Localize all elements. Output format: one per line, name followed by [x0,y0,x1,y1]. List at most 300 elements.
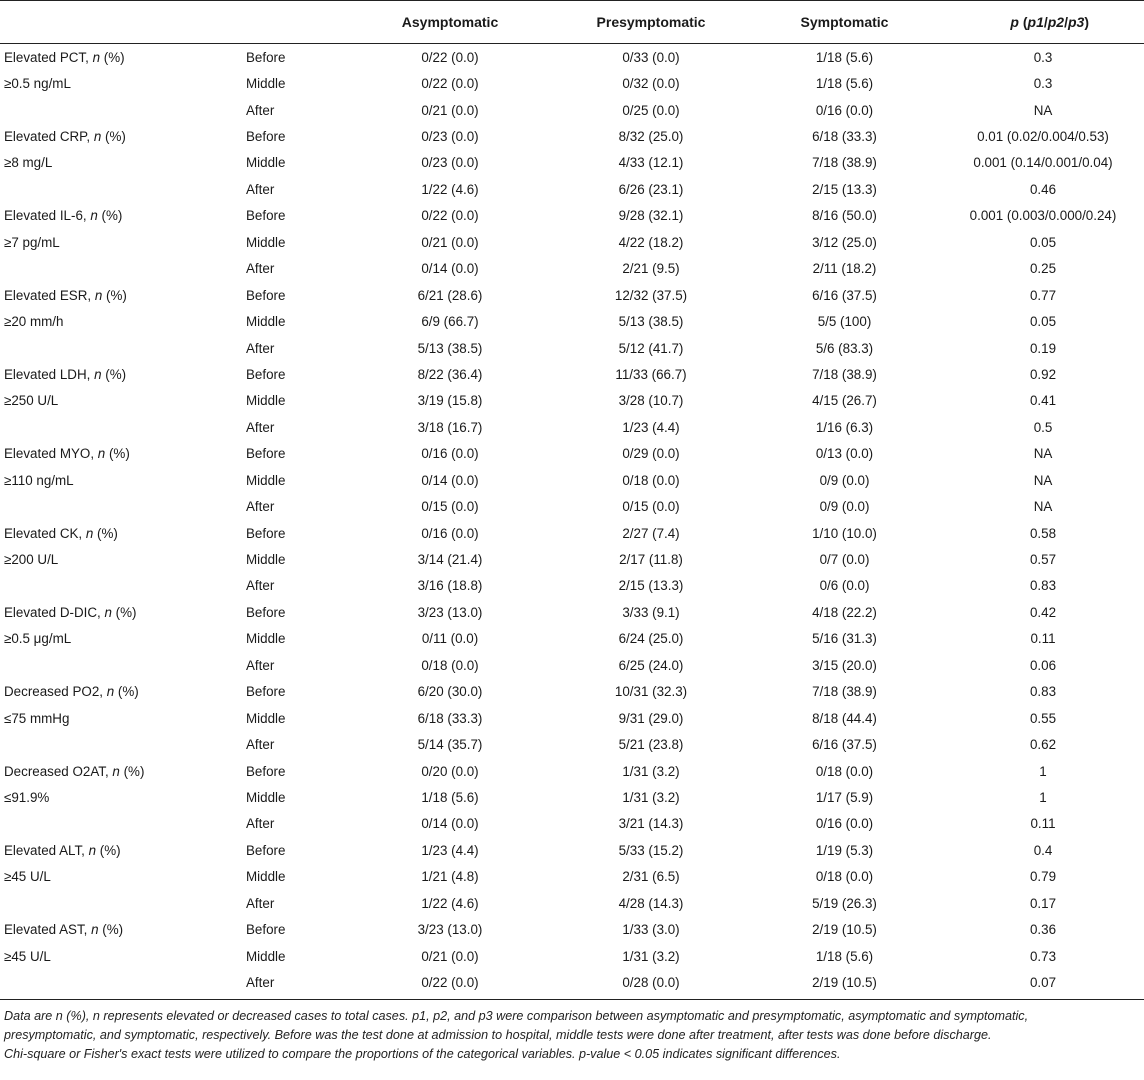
variable-threshold: ≥200 U/L [4,552,59,568]
variable-label [0,123,240,149]
variable-label-n: n [106,684,115,700]
timepoint-cell: Middle [246,631,286,647]
empty-cell [0,97,240,123]
table-row [0,943,1144,969]
timepoint-cell: After [246,816,275,832]
p-value-cell: 0.4 [1033,842,1053,858]
presymptomatic-cell: 9/31 (29.0) [618,710,684,726]
p-value-cell: 0.17 [1029,895,1057,911]
symptomatic-cell: 5/19 (26.3) [812,895,877,911]
header-p-close: ) [1084,14,1089,30]
asymptomatic-cell: 0/22 (0.0) [421,208,479,224]
asymptomatic-cell: 1/22 (4.6) [421,895,479,911]
presymptomatic-cell: 5/21 (23.8) [618,737,684,753]
asymptomatic-cell: 6/9 (66.7) [421,314,479,330]
symptomatic-cell: 1/19 (5.3) [815,842,874,858]
p-value-cell: 0.19 [1029,340,1057,356]
symptomatic-cell: 7/18 (38.9) [812,155,877,171]
table-row [0,123,1144,149]
variable-label-n: n [91,922,99,938]
variable-label-text: Elevated CRP, [4,129,94,145]
variable-threshold: ≥0.5 ng/mL [4,76,71,92]
symptomatic-cell: 0/7 (0.0) [819,552,870,568]
variable-label-n: n [97,446,106,462]
symptomatic-cell: 0/18 (0.0) [815,869,874,885]
empty-cell [0,414,240,440]
variable-label-n: n [94,287,103,303]
p-value-cell: NA [1033,446,1053,462]
header-p3: p3 [1067,14,1085,30]
symptomatic-cell: 4/15 (26.7) [812,393,877,409]
presymptomatic-cell: 4/28 (14.3) [618,895,684,911]
table-row [0,441,1144,467]
empty-cell [0,335,240,361]
timepoint-cell: After [246,181,275,197]
timepoint-cell: Middle [246,234,286,250]
variable-label [0,282,240,308]
empty-cell [0,969,240,999]
asymptomatic-cell: 1/23 (4.4) [421,842,479,858]
timepoint-cell: Before [246,129,286,145]
timepoint-cell: Middle [246,155,286,171]
p-value-cell: 0.57 [1029,552,1057,568]
variable-threshold: ≥45 U/L [4,948,51,964]
presymptomatic-cell: 6/25 (24.0) [618,657,684,673]
p-value-cell: NA [1033,102,1053,118]
footnote-line: Chi-square or Fisher's exact tests were utilized to compare the proportions of the categorical variables. p-value < 0.05 indicates significant differences. [4,1046,841,1061]
presymptomatic-cell: 1/31 (3.2) [622,789,680,805]
presymptomatic-cell: 2/27 (7.4) [622,525,680,541]
p-value-cell: 1 [1039,789,1047,805]
header-variable [0,1,240,44]
asymptomatic-cell: 6/20 (30.0) [417,684,483,700]
variable-label-n: n [92,49,101,65]
table-row [0,573,1144,599]
presymptomatic-cell: 1/31 (3.2) [622,948,680,964]
timepoint-cell: Middle [246,76,286,92]
presymptomatic-cell: 8/32 (25.0) [618,129,684,145]
asymptomatic-cell: 6/18 (33.3) [417,710,483,726]
timepoint-cell: After [246,419,275,435]
variable-label-pct: (%) [96,842,121,858]
variable-label [0,203,240,229]
timepoint-cell: Middle [246,552,286,568]
table-row [0,97,1144,123]
variable-threshold: ≥45 U/L [4,869,51,885]
asymptomatic-cell: 3/18 (16.7) [417,419,483,435]
empty-cell [0,256,240,282]
asymptomatic-cell: 8/22 (36.4) [417,366,483,382]
table-row [0,70,1144,96]
variable-label-text: Elevated ALT, [4,842,89,858]
variable-label-pct: (%) [101,129,126,145]
variable-label-n: n [112,763,120,779]
asymptomatic-cell: 5/13 (38.5) [417,340,483,356]
variable-label-text: Elevated MYO, [4,446,98,462]
timepoint-cell: After [246,102,275,118]
table-row [0,493,1144,519]
header-timepoint [240,1,345,44]
symptomatic-cell: 5/5 (100) [817,314,872,330]
symptomatic-cell: 1/18 (5.6) [815,49,874,65]
asymptomatic-cell: 1/21 (4.8) [421,869,479,885]
timepoint-cell: After [246,578,275,594]
variable-label-pct: (%) [114,684,139,700]
variable-threshold: ≥110 ng/mL [4,472,74,488]
presymptomatic-cell: 0/29 (0.0) [622,446,680,462]
variable-label [0,916,240,942]
presymptomatic-cell: 0/33 (0.0) [622,49,680,65]
presymptomatic-cell: 10/31 (32.3) [614,684,688,700]
variable-label-pct: (%) [93,525,118,541]
variable-label [0,44,240,71]
asymptomatic-cell: 3/23 (13.0) [417,922,483,938]
symptomatic-cell: 2/11 (18.2) [812,261,877,277]
variable-threshold: ≥0.5 μg/mL [4,631,72,647]
asymptomatic-cell: 1/22 (4.6) [421,181,479,197]
symptomatic-cell: 6/18 (33.3) [812,129,877,145]
variable-label [0,679,240,705]
variable-threshold: ≥20 mm/h [4,314,64,330]
symptomatic-cell: 6/16 (37.5) [812,737,877,753]
symptomatic-cell: 3/15 (20.0) [812,657,877,673]
asymptomatic-cell: 0/21 (0.0) [421,234,479,250]
header-p2: p2 [1047,14,1065,30]
variable-label-pct: (%) [97,208,123,224]
p-value-cell: 0.55 [1029,710,1057,726]
p-value-cell: 0.79 [1029,869,1057,885]
asymptomatic-cell: 0/16 (0.0) [421,525,479,541]
variable-threshold: ≥7 pg/mL [4,234,60,250]
timepoint-cell: Before [246,49,286,65]
header-p-sep1: / [1043,14,1048,30]
presymptomatic-cell: 6/24 (25.0) [618,631,684,647]
variable-label-n: n [104,604,112,620]
empty-cell [0,731,240,757]
variable-threshold: ≥250 U/L [4,393,59,409]
variable-label-text: Decreased PO2, [4,684,107,700]
asymptomatic-cell: 1/18 (5.6) [421,789,479,805]
timepoint-cell: Before [246,366,286,382]
variable-label-pct: (%) [98,922,124,938]
p-value-cell: 0.58 [1029,525,1057,541]
table-row [0,282,1144,308]
asymptomatic-cell: 0/15 (0.0) [421,499,479,515]
table-row [0,229,1144,255]
asymptomatic-cell: 0/22 (0.0) [345,969,555,999]
asymptomatic-cell: 0/23 (0.0) [421,129,479,145]
p-value-cell: 0.62 [1029,737,1057,753]
variable-label [0,441,240,467]
presymptomatic-cell: 3/33 (9.1) [622,604,680,620]
p-value-cell: 0.001 (0.14/0.001/0.04) [973,155,1113,171]
timepoint-cell: After [240,969,345,999]
table-row [0,811,1144,837]
header-p: p [1010,14,1019,30]
p-value-cell: 0.36 [1029,922,1057,938]
presymptomatic-cell: 0/32 (0.0) [622,76,680,92]
presymptomatic-cell: 2/17 (11.8) [619,552,683,568]
header-row [0,1,1144,44]
symptomatic-cell: 3/12 (25.0) [812,234,877,250]
timepoint-cell: After [246,499,275,515]
timepoint-cell: Before [246,604,286,620]
variable-label-n: n [85,525,94,541]
variable-label-n: n [88,842,97,858]
asymptomatic-cell: 0/22 (0.0) [421,49,479,65]
variable-label-text: Elevated ESR, [4,287,95,303]
table-row [0,335,1144,361]
p-value-cell: 0.77 [1029,287,1057,303]
p-value-cell: NA [1033,472,1053,488]
symptomatic-cell: 8/18 (44.4) [812,710,877,726]
p-value-cell: 0.5 [1033,419,1053,435]
p-value-cell: 0.25 [1029,261,1057,277]
variable-label-pct: (%) [100,49,125,65]
timepoint-cell: Middle [246,789,286,805]
empty-cell [0,890,240,916]
p-value-cell: 0.05 [1029,314,1057,330]
variable-label-pct: (%) [101,366,127,382]
timepoint-cell: Before [246,842,286,858]
timepoint-cell: Before [246,446,286,462]
presymptomatic-cell: 11/33 (66.7) [615,366,687,382]
table-row [0,599,1144,625]
empty-cell [0,493,240,519]
p-value-cell: 0.46 [1029,181,1057,197]
timepoint-cell: After [246,340,275,356]
symptomatic-cell: 7/18 (38.9) [812,684,877,700]
timepoint-cell: Before [246,525,286,541]
footnote-line: presymptomatic, and symptomatic, respectively. Before was the test done at admission to hospital, middle tests were done after treatment, after tests was done before discharge. [4,1027,992,1042]
symptomatic-cell: 0/18 (0.0) [815,763,874,779]
presymptomatic-cell: 0/28 (0.0) [555,969,747,999]
variable-threshold: ≤91.9% [4,789,50,805]
symptomatic-cell: 5/16 (31.3) [812,631,877,647]
table-row [0,44,1144,71]
variable-label [0,837,240,863]
asymptomatic-cell: 0/23 (0.0) [421,155,479,171]
variable-label-pct: (%) [102,287,127,303]
variable-label [0,599,240,625]
table-row [0,256,1144,282]
variable-threshold: ≤75 mmHg [4,710,70,726]
table-row [0,864,1144,890]
table-row [0,203,1144,229]
asymptomatic-cell: 0/21 (0.0) [421,948,479,964]
variable-label-text: Elevated CK, [4,525,86,541]
presymptomatic-cell: 3/21 (14.3) [618,816,684,832]
asymptomatic-cell: 0/21 (0.0) [421,102,479,118]
asymptomatic-cell: 3/14 (21.4) [417,552,483,568]
presymptomatic-cell: 2/31 (6.5) [622,869,680,885]
table-row [0,731,1144,757]
header-p-open: ( [1018,14,1028,30]
asymptomatic-cell: 0/20 (0.0) [421,763,479,779]
symptomatic-cell: 6/16 (37.5) [812,287,877,303]
asymptomatic-cell: 0/11 (0.0) [421,631,479,647]
asymptomatic-cell: 6/21 (28.6) [417,287,483,303]
timepoint-cell: Before [246,208,286,224]
table-row [0,150,1144,176]
table-body [0,44,1144,1000]
timepoint-cell: After [246,261,275,277]
table-row [0,652,1144,678]
variable-label [0,758,240,784]
variable-label-pct: (%) [119,763,145,779]
variable-label-n: n [94,366,102,382]
p-value-cell: 0.83 [1029,578,1057,594]
presymptomatic-cell: 1/31 (3.2) [622,763,680,779]
asymptomatic-cell: 0/14 (0.0) [421,261,479,277]
asymptomatic-cell: 3/19 (15.8) [417,393,483,409]
table-row [0,308,1144,334]
p-value-cell: 0.73 [1029,948,1057,964]
header-p1: p1 [1027,14,1044,30]
symptomatic-cell: 1/18 (5.6) [815,76,874,92]
timepoint-cell: Middle [246,472,286,488]
table-row [0,705,1144,731]
symptomatic-cell: 8/16 (50.0) [812,208,877,224]
timepoint-cell: Middle [246,869,286,885]
timepoint-cell: Middle [246,710,286,726]
symptomatic-cell: 7/18 (38.9) [812,366,877,382]
timepoint-cell: Middle [246,393,286,409]
table-row [0,414,1144,440]
table-row [0,176,1144,202]
table-row [0,758,1144,784]
p-value-cell: 0.07 [942,969,1144,999]
p-value-cell: 1 [1039,763,1047,779]
table-row [0,837,1144,863]
variable-label-n: n [90,208,98,224]
symptomatic-cell: 0/9 (0.0) [819,472,870,488]
symptomatic-cell: 5/6 (83.3) [815,340,874,356]
header-p-sep2: / [1064,14,1068,30]
variable-label-text: Elevated LDH, [4,366,95,382]
presymptomatic-cell: 3/28 (10.7) [618,393,684,409]
p-value-cell: 0.06 [1029,657,1057,673]
symptomatic-cell: 0/9 (0.0) [819,499,870,515]
asymptomatic-cell: 3/23 (13.0) [417,604,483,620]
header-symptomatic: Symptomatic [747,1,942,44]
asymptomatic-cell: 3/16 (18.8) [417,578,483,594]
timepoint-cell: Middle [246,948,286,964]
presymptomatic-cell: 5/13 (38.5) [618,314,684,330]
table-row [0,969,1144,999]
p-value-cell: 0.11 [1030,631,1056,647]
timepoint-cell: Before [246,287,286,303]
p-value-cell: 0.41 [1029,393,1057,409]
presymptomatic-cell: 2/21 (9.5) [622,261,680,277]
variable-threshold: ≥8 mg/L [4,155,53,171]
presymptomatic-cell: 2/15 (13.3) [618,578,684,594]
variable-label [0,520,240,546]
table-row [0,467,1144,493]
symptomatic-cell: 4/18 (22.2) [812,604,877,620]
table-row [0,626,1144,652]
header-presymptomatic: Presymptomatic [555,1,747,44]
presymptomatic-cell: 9/28 (32.1) [618,208,684,224]
presymptomatic-cell: 1/23 (4.4) [622,419,680,435]
symptomatic-cell: 2/15 (13.3) [812,181,877,197]
symptomatic-cell: 1/17 (5.9) [815,789,874,805]
symptomatic-cell: 0/16 (0.0) [815,102,874,118]
presymptomatic-cell: 1/33 (3.0) [622,922,680,938]
empty-cell [0,652,240,678]
presymptomatic-cell: 4/33 (12.1) [618,155,684,171]
asymptomatic-cell: 0/14 (0.0) [421,472,479,488]
presymptomatic-cell: 5/12 (41.7) [618,340,684,356]
table-row [0,388,1144,414]
asymptomatic-cell: 0/22 (0.0) [421,76,479,92]
p-value-cell: NA [1033,499,1053,515]
variable-label [0,361,240,387]
p-value-cell: 0.001 (0.003/0.000/0.24) [969,208,1117,224]
header-p-value [942,1,1144,44]
header-asymptomatic: Asymptomatic [345,1,555,44]
p-value-cell: 0.42 [1029,604,1057,620]
timepoint-cell: After [246,895,275,911]
variable-label-pct: (%) [105,446,130,462]
timepoint-cell: Before [246,763,286,779]
presymptomatic-cell: 0/25 (0.0) [622,102,680,118]
p-value-cell: 0.3 [1033,76,1053,92]
symptomatic-cell: 1/10 (10.0) [812,525,877,541]
table-row [0,520,1144,546]
table-row [0,784,1144,810]
symptomatic-cell: 1/16 (6.3) [815,419,874,435]
presymptomatic-cell: 4/22 (18.2) [618,234,684,250]
variable-label-text: Elevated D-DIC, [4,604,105,620]
presymptomatic-cell: 6/26 (23.1) [618,181,684,197]
table-row [0,679,1144,705]
empty-cell [0,573,240,599]
variable-label-text: Decreased O2AT, [4,763,113,779]
empty-cell [0,176,240,202]
presymptomatic-cell: 5/33 (15.2) [618,842,684,858]
table-row [0,546,1144,572]
asymptomatic-cell: 0/18 (0.0) [421,657,479,673]
symptomatic-cell: 0/6 (0.0) [819,578,870,594]
symptomatic-cell: 2/19 (10.5) [812,922,877,938]
table-row [0,890,1144,916]
symptomatic-cell: 1/18 (5.6) [815,948,874,964]
variable-label-text: Elevated IL-6, [4,208,91,224]
table-footnote [4,1007,1140,1064]
table-header [0,1,1144,44]
timepoint-cell: Before [246,684,286,700]
asymptomatic-cell: 5/14 (35.7) [417,737,483,753]
timepoint-cell: After [246,737,275,753]
timepoint-cell: Before [246,922,286,938]
presymptomatic-cell: 12/32 (37.5) [614,287,688,303]
timepoint-cell: Middle [246,314,286,330]
variable-label-text: Elevated PCT, [4,49,93,65]
p-value-cell: 0.3 [1033,49,1053,65]
variable-label-n: n [93,129,102,145]
symptomatic-cell: 2/19 (10.5) [747,969,942,999]
table-row [0,916,1144,942]
p-value-cell: 0.92 [1029,366,1057,382]
asymptomatic-cell: 0/16 (0.0) [421,446,479,462]
footnote-line: Data are n (%), n represents elevated or decreased cases to total cases. p1, p2, and p3 were comparison between asymptomatic and presymptomatic, asymptomatic and symptomatic, [4,1008,1029,1023]
p-value-cell: 0.01 (0.02/0.004/0.53) [977,129,1109,145]
presymptomatic-cell: 0/15 (0.0) [622,499,680,515]
variable-label-pct: (%) [111,604,137,620]
variable-label-text: Elevated AST, [4,922,92,938]
p-value-cell: 0.11 [1030,816,1056,832]
